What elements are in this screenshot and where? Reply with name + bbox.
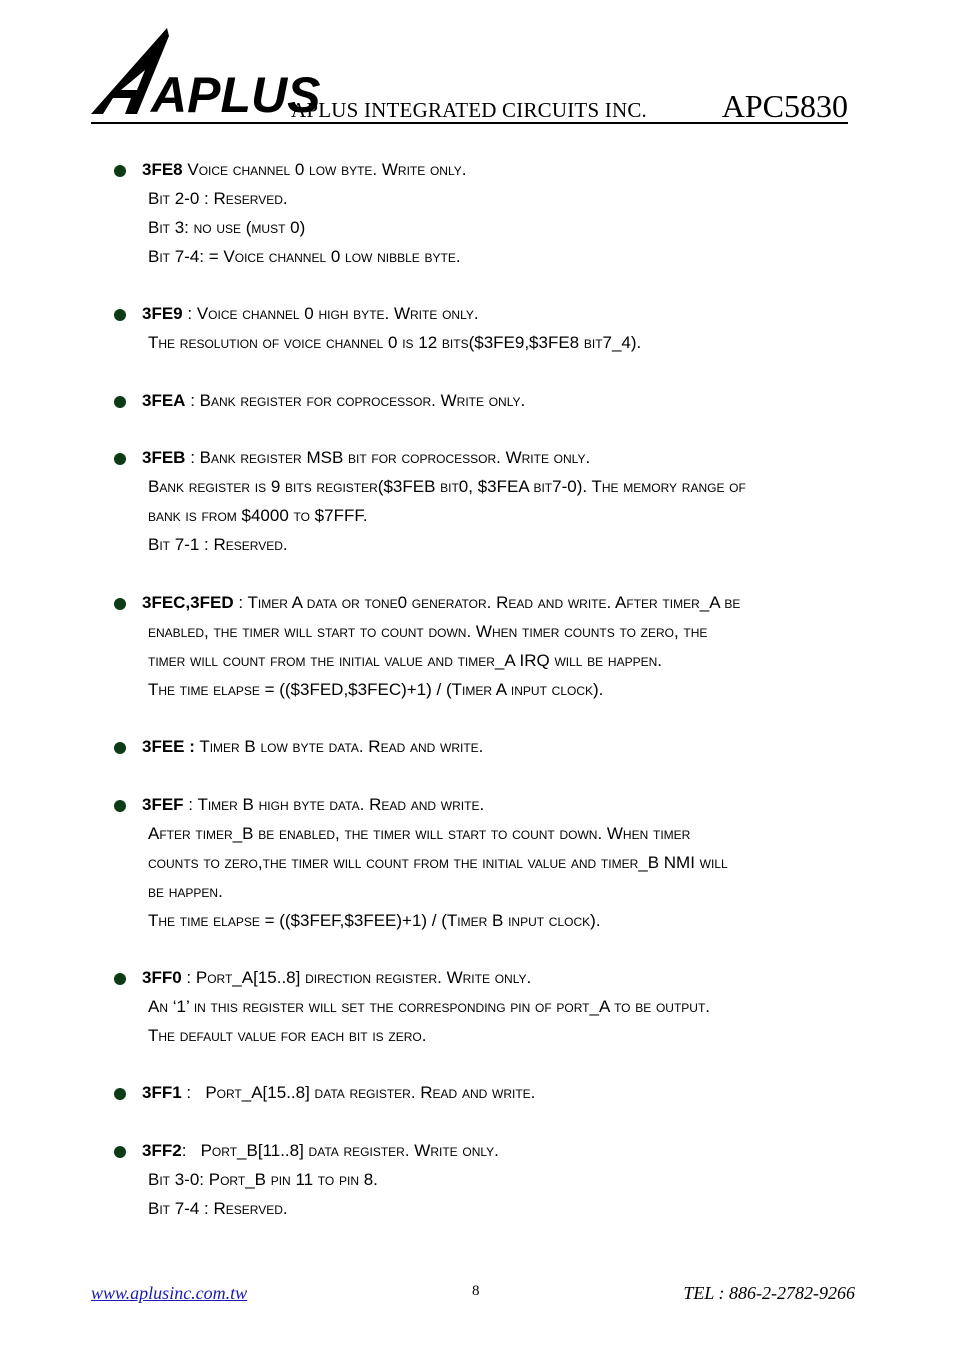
bullet-icon bbox=[114, 1088, 126, 1100]
register-description: Port_A[15..8] direction register. Write only. bbox=[195, 968, 532, 987]
header-rule bbox=[91, 122, 848, 124]
detail-line: An ‘1’ in this register will set the corresponding pin of port_A to be output. bbox=[148, 997, 711, 1016]
telephone-number: TEL : 886-2-2782-9266 bbox=[683, 1283, 855, 1303]
register-address: 3FEB bbox=[142, 448, 186, 467]
aplus-logo bbox=[91, 26, 321, 123]
detail-line: The default value for each bit is zero. bbox=[148, 1026, 427, 1045]
detail-line: enabled, the timer will start to count down. When timer counts to zero, the bbox=[148, 622, 708, 641]
bullet-icon bbox=[114, 453, 126, 465]
register-address: 3FF2 bbox=[142, 1141, 182, 1160]
register-description: Timer B low byte data. Read and write. bbox=[199, 737, 484, 756]
model-number: APC5830 bbox=[721, 88, 848, 124]
bullet-icon bbox=[114, 742, 126, 754]
bullet-icon bbox=[114, 309, 126, 321]
register-address: 3FEA bbox=[142, 391, 186, 410]
register-address: 3FE9 bbox=[142, 304, 183, 323]
detail-line: be happen. bbox=[148, 882, 223, 901]
detail-line: Bit 3-0: Port_B pin 11 to pin 8. bbox=[148, 1170, 378, 1189]
website-link[interactable]: www.aplusinc.com.tw bbox=[91, 1283, 248, 1303]
bullet-icon bbox=[114, 598, 126, 610]
register-description: Port_A[15..8] data register. Read and write. bbox=[205, 1083, 536, 1102]
register-description: Bank register MSB bit for coprocessor. Write only. bbox=[199, 448, 591, 467]
detail-line: Bit 2-0 : Reserved. bbox=[148, 189, 288, 208]
page-number: 8 bbox=[472, 1283, 480, 1299]
detail-line: Bit 7-4: = Voice channel 0 low nibble byte. bbox=[148, 247, 461, 266]
detail-line: The resolution of voice channel 0 is 12 bits($3FE9,$3FE8 bit7_4). bbox=[148, 333, 642, 352]
detail-line: counts to zero,the timer will count from the initial value and timer_B NMI will bbox=[148, 853, 728, 872]
register-description: Timer A data or tone0 generator. Read and write. After timer_A be bbox=[247, 593, 741, 612]
page-header bbox=[91, 26, 848, 124]
register-address: 3FF1 bbox=[142, 1083, 182, 1102]
bullet-icon bbox=[114, 396, 126, 408]
detail-line: Bit 3: no use (must 0) bbox=[148, 218, 306, 237]
bullet-icon bbox=[114, 165, 126, 177]
register-description: Voice channel 0 low byte. Write only. bbox=[187, 160, 467, 179]
detail-line: Bank register is 9 bits register($3FEB bit0, $3FEA bit7-0). The memory range of bbox=[148, 477, 746, 496]
detail-line: bank is from $4000 to $7FFF. bbox=[148, 506, 368, 525]
register-address: 3FEC,3FED bbox=[142, 593, 234, 612]
detail-line: timer will count from the initial value and timer_A IRQ will be happen. bbox=[148, 651, 662, 670]
detail-line: After timer_B be enabled, the timer will start to count down. When timer bbox=[148, 824, 691, 843]
register-description: Bank register for coprocessor. Write only. bbox=[199, 391, 526, 410]
register-description: Voice channel 0 high byte. Write only. bbox=[196, 304, 479, 323]
detail-line: Bit 7-1 : Reserved. bbox=[148, 535, 288, 554]
bullet-icon bbox=[114, 800, 126, 812]
bullet-icon bbox=[114, 973, 126, 985]
logo-wordmark: APLUS bbox=[151, 67, 321, 123]
detail-line: Bit 7-4 : Reserved. bbox=[148, 1199, 288, 1218]
bullet-icon bbox=[114, 1146, 126, 1158]
register-address: 3FEE : bbox=[142, 737, 195, 756]
detail-line: The time elapse = (($3FEF,$3FEE)+1) / (Timer B input clock). bbox=[148, 911, 601, 930]
company-name: APLUS INTEGRATED CIRCUITS INC. bbox=[291, 98, 648, 122]
register-address: 3FEF bbox=[142, 795, 184, 814]
register-description: Timer B high byte data. Read and write. bbox=[197, 795, 485, 814]
register-address: 3FE8 bbox=[142, 160, 183, 179]
register-address: 3FF0 bbox=[142, 968, 182, 987]
detail-line: The time elapse = (($3FED,$3FEC)+1) / (Timer A input clock). bbox=[148, 680, 604, 699]
register-description: Port_B[11..8] data register. Write only. bbox=[200, 1141, 499, 1160]
